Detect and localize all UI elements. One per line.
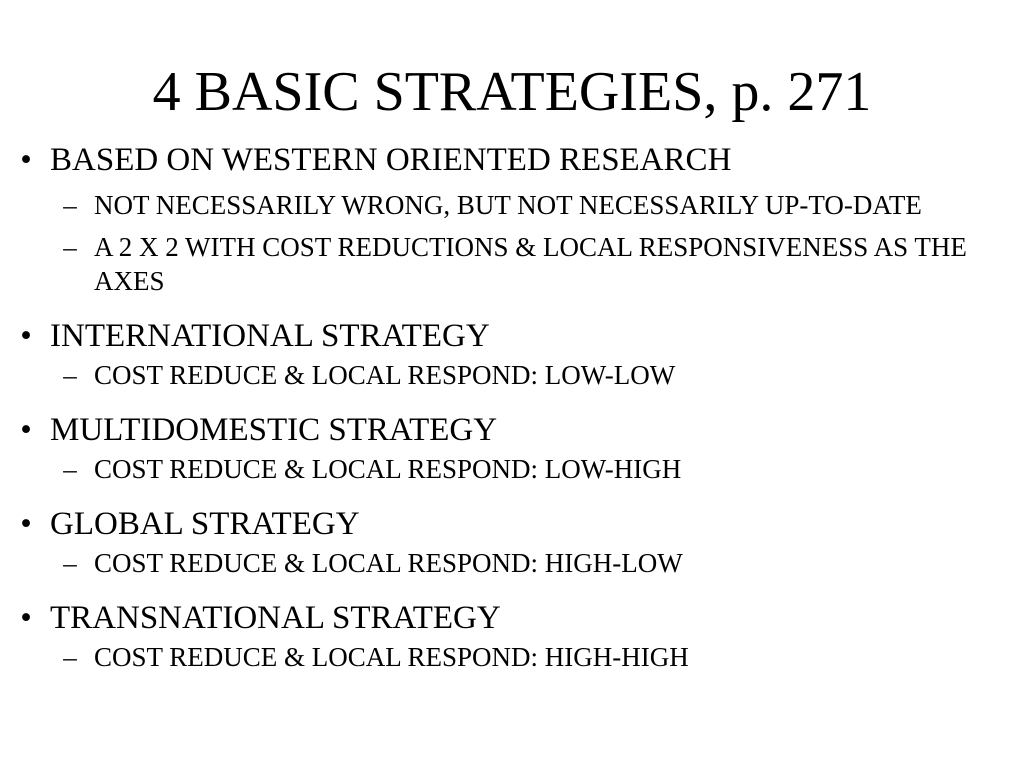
bullet-text: MULTIDOMESTIC STRATEGY xyxy=(50,412,498,448)
sub-bullet-text: COST REDUCE & LOCAL RESPOND: HIGH-HIGH xyxy=(94,642,689,672)
sub-bullet-marker: – xyxy=(63,548,77,578)
bullet-text: GLOBAL STRATEGY xyxy=(50,506,360,542)
bullet-item xyxy=(0,140,1024,180)
sub-bullet-item xyxy=(0,230,1024,298)
sub-bullet-item xyxy=(0,358,1024,392)
bullet-marker: • xyxy=(20,412,32,448)
sub-bullet-marker: – xyxy=(63,190,77,220)
sub-bullet-item xyxy=(0,546,1024,580)
sub-bullet-marker: – xyxy=(63,232,77,262)
bullet-text: TRANSNATIONAL STRATEGY xyxy=(50,600,501,636)
bullet-marker: • xyxy=(20,318,32,354)
bullet-text: INTERNATIONAL STRATEGY xyxy=(50,318,490,354)
bullet-list xyxy=(0,138,1024,674)
bullet-item xyxy=(0,504,1024,544)
bullet-item xyxy=(0,316,1024,356)
sub-bullet-marker: – xyxy=(63,360,77,390)
bullet-text: BASED ON WESTERN ORIENTED RESEARCH xyxy=(50,142,732,178)
sub-bullet-text: A 2 X 2 WITH COST REDUCTIONS & LOCAL RESPONSIVENESS AS THE AXES xyxy=(94,232,967,296)
bullet-item xyxy=(0,598,1024,638)
sub-bullet-item xyxy=(0,452,1024,486)
bullet-marker: • xyxy=(20,600,32,636)
sub-bullet-marker: – xyxy=(63,642,77,672)
sub-bullet-item xyxy=(0,640,1024,674)
bullet-marker: • xyxy=(20,142,32,178)
sub-bullet-marker: – xyxy=(63,454,77,484)
slide-title: 4 BASIC STRATEGIES, p. 271 xyxy=(152,61,872,123)
bullet-item xyxy=(0,410,1024,450)
sub-bullet-text: COST REDUCE & LOCAL RESPOND: LOW-HIGH xyxy=(94,454,682,484)
sub-bullet-text: NOT NECESSARILY WRONG, BUT NOT NECESSARILY UP-TO-DATE xyxy=(94,190,922,220)
sub-bullet-text: COST REDUCE & LOCAL RESPOND: LOW-LOW xyxy=(94,360,676,390)
sub-bullet-item xyxy=(0,188,1024,222)
bullet-marker: • xyxy=(20,506,32,542)
sub-bullet-text: COST REDUCE & LOCAL RESPOND: HIGH-LOW xyxy=(94,548,683,578)
